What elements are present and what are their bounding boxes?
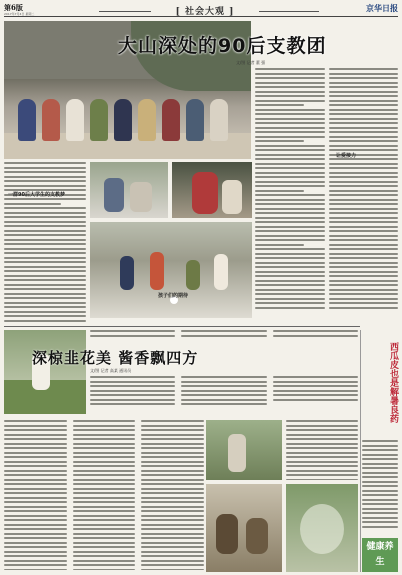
header-rule-left — [99, 11, 151, 12]
photo-harvest — [206, 420, 282, 480]
photo-children-reading — [90, 162, 168, 218]
story2-headline: 深椋韭花美 酱香飘四方 — [32, 349, 199, 367]
issue-date: 2017年7月4日 星期二 — [4, 12, 35, 16]
photo-figure — [162, 99, 180, 141]
subhead-1: 一群90后大学生的支教梦 — [8, 192, 65, 198]
photo-chive-flowers — [286, 484, 358, 572]
sidebar-text — [362, 440, 398, 534]
photo-playground — [90, 222, 252, 318]
photo-chive-field — [4, 330, 86, 414]
page-number: 第6版 — [4, 3, 23, 12]
text-block-story2-right — [286, 420, 358, 480]
text-block-story2-bottom — [4, 420, 204, 570]
photo-jars — [206, 484, 282, 572]
section-divider — [4, 326, 360, 327]
masthead: 京华日报 — [366, 3, 398, 13]
header-rule-right — [259, 11, 319, 12]
photo-figure — [66, 99, 84, 141]
health-badge-label: 健康养生 — [366, 542, 394, 567]
subhead-3: 让爱接力 — [336, 153, 357, 159]
health-badge — [362, 538, 398, 572]
photo-figure — [186, 99, 204, 141]
section-title: [ 社会大观 ] — [175, 7, 235, 17]
photo-teacher-class — [172, 162, 252, 218]
subhead-2: 孩子们的期待 — [158, 293, 189, 299]
text-block-story2-top — [90, 330, 358, 346]
lead-byline: 文/图 记者 董 强 — [236, 60, 266, 65]
sidebar-title: 西瓜皮也是解暑良药 — [388, 342, 398, 423]
page-header — [4, 3, 398, 17]
text-block-right-top — [255, 68, 398, 310]
photo-figure — [138, 99, 156, 141]
sidebar-divider — [360, 330, 361, 572]
photo-figure — [210, 99, 228, 141]
text-block-left — [4, 162, 86, 322]
photo-figure — [114, 99, 132, 141]
photo-figure — [90, 99, 108, 141]
story2-byline: 文/图 记者 高某 通讯员 — [90, 368, 132, 373]
text-block-story2-mid — [90, 376, 358, 416]
lead-headline: 大山深处的90后支教团 — [118, 35, 327, 57]
photo-figure — [18, 99, 36, 141]
photo-figure — [42, 99, 60, 141]
